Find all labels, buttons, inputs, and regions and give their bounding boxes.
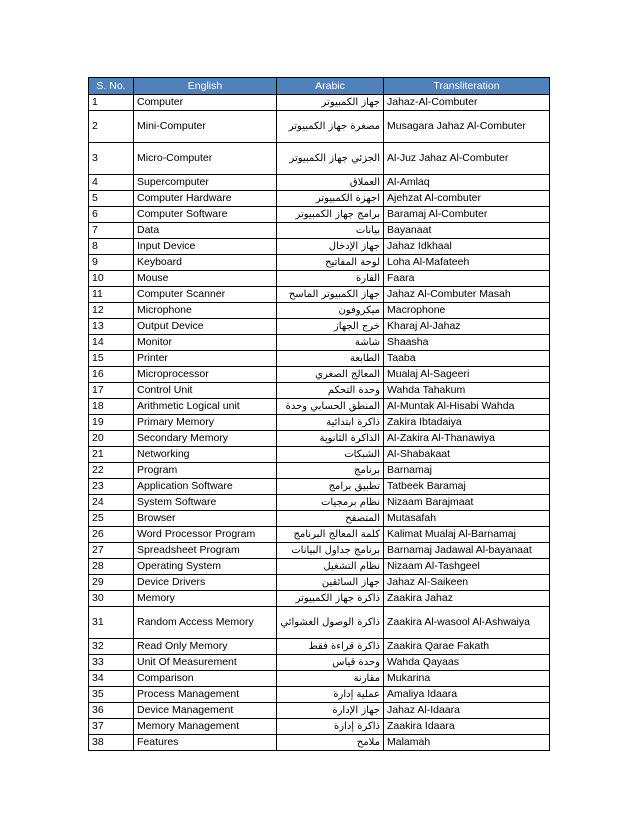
header-arabic: Arabic [277,78,384,95]
arabic-term: الذاكرة الثانوية [277,431,384,447]
english-term: Comparison [134,671,277,687]
transliteration-term: Zaakira Al-wasool Al-Ashwaiya [384,607,550,639]
transliteration-term: Kalimat Mualaj Al-Barnamaj [384,527,550,543]
english-term: Memory [134,591,277,607]
row-number: 3 [89,143,134,175]
row-number: 29 [89,575,134,591]
row-number: 28 [89,559,134,575]
transliteration-term: Faara [384,271,550,287]
english-term: Input Device [134,239,277,255]
table-row [89,367,550,383]
transliteration-term: Barnamaj [384,463,550,479]
vocabulary-table [88,77,550,751]
row-number: 38 [89,735,134,751]
arabic-term: المعالج الصغري [277,367,384,383]
table-row [89,511,550,527]
row-number: 31 [89,607,134,639]
row-number: 34 [89,671,134,687]
arabic-term: ميكروفون [277,303,384,319]
table-row [89,543,550,559]
table-row [89,479,550,495]
english-term: Program [134,463,277,479]
header-row [89,78,550,95]
table-row [89,735,550,751]
transliteration-term: Bayanaat [384,223,550,239]
table-row [89,639,550,655]
english-term: Unit Of Measurement [134,655,277,671]
row-number: 15 [89,351,134,367]
english-term: Read Only Memory [134,639,277,655]
table-row [89,351,550,367]
row-number: 19 [89,415,134,431]
row-number: 35 [89,687,134,703]
table-row [89,287,550,303]
transliteration-term: Jahaz-Al-Combuter [384,95,550,111]
arabic-term: جهاز السائقين [277,575,384,591]
arabic-term: جهاز الكمبيوتر [277,95,384,111]
transliteration-term: Mutasafah [384,511,550,527]
transliteration-term: Zaakira Idaara [384,719,550,735]
english-term: Mini-Computer [134,111,277,143]
arabic-term: تطبيق برامج [277,479,384,495]
transliteration-term: Al-Amlaq [384,175,550,191]
transliteration-term: Macrophone [384,303,550,319]
transliteration-term: Kharaj Al-Jahaz [384,319,550,335]
arabic-term: الشبكات [277,447,384,463]
english-term: Secondary Memory [134,431,277,447]
english-term: Computer Hardware [134,191,277,207]
row-number: 25 [89,511,134,527]
row-number: 22 [89,463,134,479]
transliteration-term: Malamah [384,735,550,751]
row-number: 17 [89,383,134,399]
transliteration-term: Jahaz Al-Idaara [384,703,550,719]
row-number: 12 [89,303,134,319]
arabic-term: ملامح [277,735,384,751]
transliteration-term: Al-Juz Jahaz Al-Combuter [384,143,550,175]
english-term: Monitor [134,335,277,351]
english-term: System Software [134,495,277,511]
english-term: Supercomputer [134,175,277,191]
table-row [89,255,550,271]
english-term: Mouse [134,271,277,287]
table-row [89,335,550,351]
arabic-term: برامج جهاز الكمبيوتر [277,207,384,223]
table-row [89,687,550,703]
table-row [89,527,550,543]
transliteration-term: Ajehzat Al-combuter [384,191,550,207]
row-number: 33 [89,655,134,671]
english-term: Device Drivers [134,575,277,591]
transliteration-term: Taaba [384,351,550,367]
english-term: Application Software [134,479,277,495]
arabic-term: نظام التشغيل [277,559,384,575]
table-row [89,719,550,735]
arabic-term: مصغرة جهاز الكمبيوتر [277,111,384,143]
table-row [89,703,550,719]
transliteration-term: Tatbeek Baramaj [384,479,550,495]
transliteration-term: Mualaj Al-Sageeri [384,367,550,383]
transliteration-term: Nizaam Barajmaat [384,495,550,511]
table-row [89,431,550,447]
arabic-term: عملية إدارة [277,687,384,703]
row-number: 11 [89,287,134,303]
table-body [89,95,550,751]
row-number: 9 [89,255,134,271]
transliteration-term: Al-Zakira Al-Thanawiya [384,431,550,447]
arabic-term: جهاز الإدخال [277,239,384,255]
transliteration-term: Mukarina [384,671,550,687]
english-term: Printer [134,351,277,367]
table-row [89,271,550,287]
english-term: Computer Software [134,207,277,223]
arabic-term: خرج الجهاز [277,319,384,335]
row-number: 13 [89,319,134,335]
table-row [89,95,550,111]
table-row [89,655,550,671]
row-number: 14 [89,335,134,351]
header-sno: S. No. [89,78,134,95]
english-term: Micro-Computer [134,143,277,175]
row-number: 1 [89,95,134,111]
header-transliteration: Transliteration [384,78,550,95]
english-term: Data [134,223,277,239]
row-number: 16 [89,367,134,383]
arabic-term: جهاز الإدارة [277,703,384,719]
arabic-term: كلمة المعالج البرنامج [277,527,384,543]
table-row [89,591,550,607]
table-row [89,207,550,223]
english-term: Arithmetic Logical unit [134,399,277,415]
row-number: 36 [89,703,134,719]
transliteration-term: Wahda Tahakum [384,383,550,399]
arabic-term: المنطق الحسابي وحدة [277,399,384,415]
row-number: 8 [89,239,134,255]
arabic-term: ذاكرة ابتدائية [277,415,384,431]
row-number: 21 [89,447,134,463]
transliteration-term: Baramaj Al-Combuter [384,207,550,223]
table-row [89,399,550,415]
transliteration-term: Wahda Qayaas [384,655,550,671]
table-row [89,319,550,335]
transliteration-term: Nizaam Al-Tashgeel [384,559,550,575]
arabic-term: نظام برمجيات [277,495,384,511]
row-number: 24 [89,495,134,511]
transliteration-term: Barnamaj Jadawal Al-bayanaat [384,543,550,559]
arabic-term: برنامج [277,463,384,479]
english-term: Microprocessor [134,367,277,383]
transliteration-term: Musagara Jahaz Al-Combuter [384,111,550,143]
transliteration-term: Zaakira Jahaz [384,591,550,607]
english-term: Output Device [134,319,277,335]
english-term: Spreadsheet Program [134,543,277,559]
row-number: 2 [89,111,134,143]
table-row [89,495,550,511]
table-row [89,239,550,255]
row-number: 20 [89,431,134,447]
arabic-term: العملاق [277,175,384,191]
transliteration-term: Zakira Ibtadaiya [384,415,550,431]
row-number: 18 [89,399,134,415]
table-row [89,383,550,399]
english-term: Random Access Memory [134,607,277,639]
table-row [89,447,550,463]
arabic-term: ذاكرة الوصول العشوائي [277,607,384,639]
english-term: Control Unit [134,383,277,399]
arabic-term: ذاكرة قراءة فقط [277,639,384,655]
table-row [89,111,550,143]
table-row [89,607,550,639]
row-number: 30 [89,591,134,607]
english-term: Process Management [134,687,277,703]
english-term: Networking [134,447,277,463]
english-term: Memory Management [134,719,277,735]
row-number: 26 [89,527,134,543]
arabic-term: اجهزة الكمبيوتر [277,191,384,207]
english-term: Primary Memory [134,415,277,431]
english-term: Computer Scanner [134,287,277,303]
header-english: English [134,78,277,95]
english-term: Browser [134,511,277,527]
english-term: Keyboard [134,255,277,271]
arabic-term: شاشة [277,335,384,351]
table-row [89,575,550,591]
table-row [89,559,550,575]
english-term: Device Management [134,703,277,719]
table-row [89,191,550,207]
row-number: 37 [89,719,134,735]
row-number: 6 [89,207,134,223]
transliteration-term: Zaakira Qarae Fakath [384,639,550,655]
table-row [89,415,550,431]
table-row [89,303,550,319]
transliteration-term: Shaasha [384,335,550,351]
arabic-term: بيانات [277,223,384,239]
arabic-term: برنامج جداول البيانات [277,543,384,559]
arabic-term: الجزئي جهاز الكمبيوتر [277,143,384,175]
english-term: Operating System [134,559,277,575]
english-term: Microphone [134,303,277,319]
row-number: 23 [89,479,134,495]
table-row [89,671,550,687]
transliteration-term: Jahaz Al-Saikeen [384,575,550,591]
table-row [89,463,550,479]
row-number: 27 [89,543,134,559]
row-number: 7 [89,223,134,239]
arabic-term: مقارنة [277,671,384,687]
arabic-term: جهاز الكمبيوتر الماسح [277,287,384,303]
transliteration-term: Loha Al-Mafateeh [384,255,550,271]
arabic-term: الطابعة [277,351,384,367]
english-term: Word Processor Program [134,527,277,543]
table-row [89,175,550,191]
transliteration-term: Al-Shabakaat [384,447,550,463]
arabic-term: الفارة [277,271,384,287]
row-number: 10 [89,271,134,287]
row-number: 4 [89,175,134,191]
table-header [89,78,550,95]
table-row [89,223,550,239]
arabic-term: لوحة المفاتيح [277,255,384,271]
transliteration-term: Jahaz Al-Combuter Masah [384,287,550,303]
transliteration-term: Jahaz Idkhaal [384,239,550,255]
arabic-term: المتصفح [277,511,384,527]
arabic-term: ذاكرة جهاز الكمبيوتر [277,591,384,607]
transliteration-term: Al-Muntak Al-Hisabi Wahda [384,399,550,415]
row-number: 5 [89,191,134,207]
arabic-term: ذاكرة إدارة [277,719,384,735]
english-term: Features [134,735,277,751]
english-term: Computer [134,95,277,111]
row-number: 32 [89,639,134,655]
table-row [89,143,550,175]
arabic-term: وحدة قياس [277,655,384,671]
transliteration-term: Amaliya Idaara [384,687,550,703]
arabic-term: وحدة التحكم [277,383,384,399]
